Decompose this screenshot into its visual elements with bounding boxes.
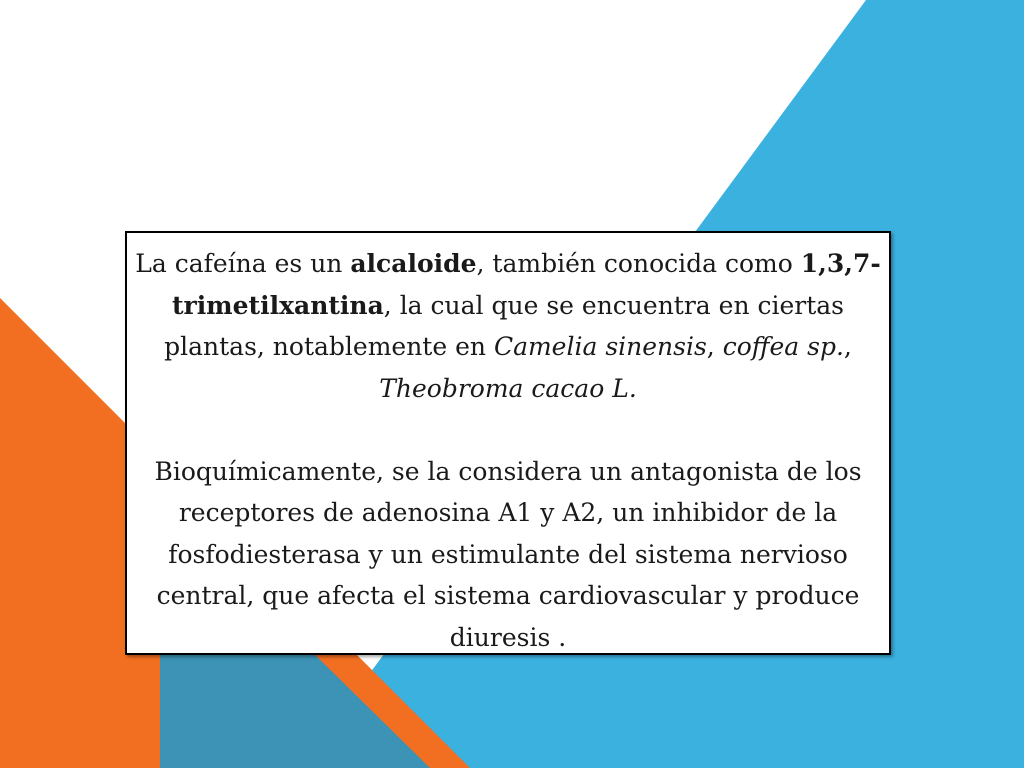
text-run: , la cual que se encuentra en ciertas plantas, notablemente en — [164, 290, 845, 361]
italic-species-coffea: coffea sp. — [722, 332, 844, 361]
paragraph-spacer — [133, 409, 883, 451]
text-run: La cafeína es un — [135, 249, 351, 278]
bold-term-trimetilxantina: 1,3,7-trimetilxantina — [171, 249, 881, 320]
text-run: , — [706, 332, 723, 361]
italic-species-camelia: Camelia sinensis — [493, 332, 707, 361]
bold-term-alcaloide: alcaloide — [350, 249, 477, 278]
italic-species-theobroma: Theobroma cacao L. — [379, 373, 637, 403]
text-run: , también conocida como — [476, 249, 801, 278]
paragraph-biochemistry: Bioquímicamente, se la considera un antagonista de los receptores de adenosina A1 y A2, un inhibidor de la fosfodiesterasa y un estimulante del sistema nervioso central, que afecta el sistema cardiovascular y produce diuresis . — [154, 456, 862, 652]
text-run: , — [843, 332, 852, 361]
content-text-box — [125, 231, 891, 655]
paragraph-caffeine-definition — [133, 243, 883, 409]
